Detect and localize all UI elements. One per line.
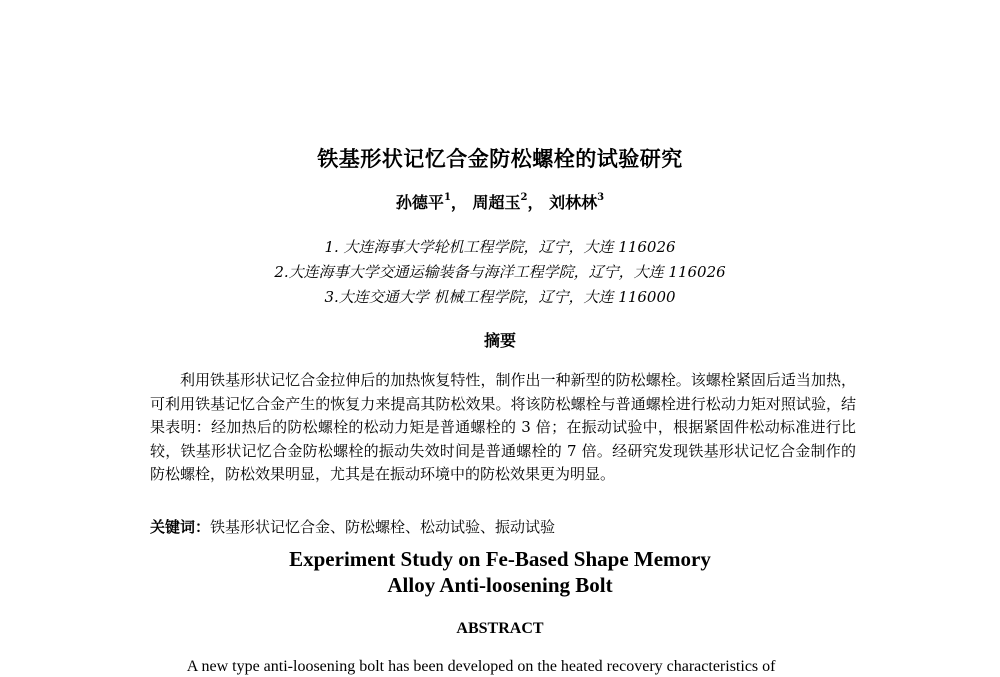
affiliation-3: 3.大连交通大学 机械工程学院，辽宁，大连 116000 xyxy=(324,288,676,306)
author-affiliation-mark: 2 xyxy=(520,191,528,203)
paper-title-chinese: 铁基形状记忆合金防松螺栓的试验研究 xyxy=(317,146,683,171)
author-name: 孙德平 xyxy=(395,193,444,212)
affiliation-2: 2.大连海事大学交通运输装备与海洋工程学院，辽宁，大连 116026 xyxy=(274,263,726,281)
keywords-line xyxy=(150,516,856,537)
author-separator: ， xyxy=(450,193,467,212)
author-list xyxy=(0,190,1000,213)
keywords-list: 铁基形状记忆合金、防松螺栓、松动试验、振动试验 xyxy=(210,518,556,536)
abstract-chinese: 利用铁基形状记忆合金拉伸后的加热恢复特性，制作出一种新型的防松螺栓。该螺栓紧固后适当加热，可利用铁基记忆合金产生的恢复力来提高其防松效果。将该防松螺栓与普通螺栓进行松动力矩对照试验，结果表明：经加热后的防松螺栓的松动力矩是普通螺栓的 3 倍；在振动试验中，根据紧固件松动标准进行比较，铁基形状记忆合金防松螺栓的振动失效时间是普通螺栓的 7 倍。经研究发现铁基形状记忆合金制作的防松螺栓，防松效果明显，尤其是在振动环境中的防松效果更为明显。 xyxy=(150,371,856,483)
affiliation-1: 1. 大连海事大学轮机工程学院，辽宁，大连 116026 xyxy=(324,238,676,256)
author-name: 周超玉 xyxy=(472,193,521,212)
abstract-heading-english: ABSTRACT xyxy=(456,620,544,637)
abstract-heading-chinese: 摘要 xyxy=(483,331,516,350)
author-affiliation-mark: 1 xyxy=(443,191,451,203)
keywords-label: 关键词： xyxy=(150,518,211,536)
author-affiliation-mark: 3 xyxy=(597,191,605,203)
author-name: 刘林林 xyxy=(549,193,598,212)
paper-title-english-line-2: Alloy Anti-loosening Bolt xyxy=(387,573,613,597)
abstract-english: A new type anti-loosening bolt has been developed on the heated recovery characteristics of xyxy=(186,658,776,675)
paper-title-english-line-1: Experiment Study on Fe-Based Shape Memory xyxy=(289,547,711,571)
paper-title-english xyxy=(0,546,1000,598)
author-separator: ， xyxy=(527,193,544,212)
